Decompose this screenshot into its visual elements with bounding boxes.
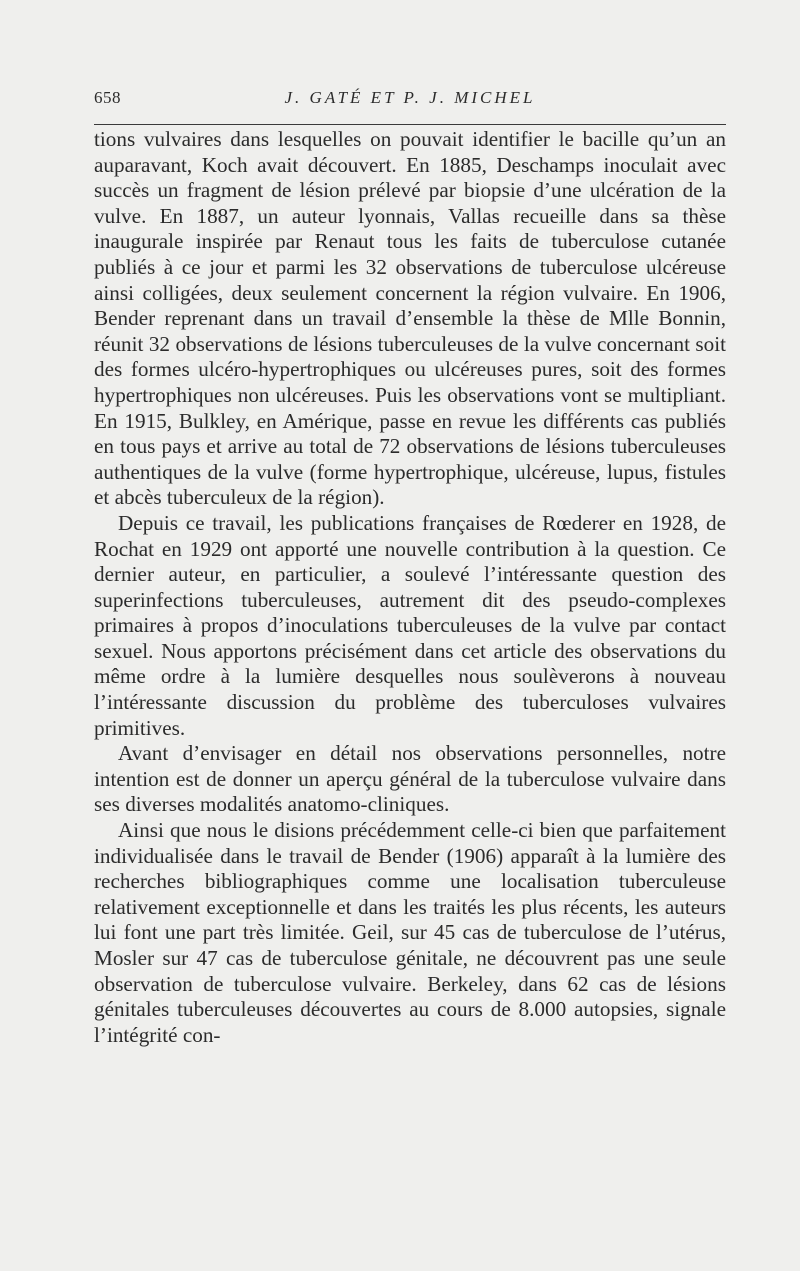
paragraph: Avant d’envisager en détail nos observations personnelles, notre intention est de donner un aperçu général de la tuberculose vulvaire dans ses diverses modalités anatomo-cliniques.	[94, 741, 726, 817]
running-title: J. GATÉ ET P. J. MICHEL	[284, 88, 536, 107]
page-header	[94, 88, 726, 112]
paragraph-continued: tions vulvaires dans lesquelles on pouvait identifier le bacille qu’un an auparavant, Koch avait découvert. En 1885, Deschamps inoculait avec succès un fragment de lésion prélevé par biopsie d’une ulcération de la vulve. En 1887, un auteur lyonnais, Vallas recueille dans sa thèse inaugurale inspirée par Renaut tous les faits de tuberculose cutanée publiés à ce jour et parmi les 32 observations de tuberculose ulcéreuse ainsi colligées, deux seulement concernent la région vulvaire. En 1906, Bender reprenant dans un travail d’ensemble la thèse de Mlle Bonnin, réunit 32 observations de lésions tuberculeuses de la vulve concernant soit des formes ulcéro-hypertrophiques ou ulcéreuses pures, soit des formes hypertrophiques non ulcéreuses. Puis les observations vont se multipliant. En 1915, Bulkley, en Amérique, passe en revue les différents cas publiés en tous pays et arrive au total de 72 observations de lésions tuberculeuses authentiques de la vulve (forme hypertrophique, ulcéreuse, lupus, fistules et abcès tuberculeux de la région).	[94, 127, 726, 510]
paragraph: Ainsi que nous le disions précédemment celle-ci bien que parfaitement individualisée dans le travail de Bender (1906) apparaît à la lumière des recherches bibliographiques comme une localisation tuberculeuse relativement exceptionnelle et dans les traités les plus récents, les auteurs lui font une part très limitée. Geil, sur 45 cas de tuberculose de l’utérus, Mosler sur 47 cas de tuberculose génitale, ne découvrent pas une seule observation de tuberculose vulvaire. Berkeley, dans 62 cas de lésions génitales tuberculeuses découvertes au cours de 8.000 autopsies, signale l’intégrité con-	[94, 818, 726, 1047]
page-number: 658	[94, 88, 121, 107]
header-rule	[94, 124, 726, 125]
body-text	[94, 127, 726, 1048]
paragraph: Depuis ce travail, les publications françaises de Rœderer en 1928, de Rochat en 1929 ont apporté une nouvelle contribution à la question. Ce dernier auteur, en particulier, a soulevé l’intéressante question des superinfections tuberculeuses, autrement dit des pseudo-complexes primaires à propos d’inoculations tuberculeuses de la vulve par contact sexuel. Nous apportons précisément dans cet article des observations du même ordre à la lumière desquelles nous soulèverons à nouveau l’intéressante discussion du problème des tuberculoses vulvaires primitives.	[94, 510, 726, 740]
